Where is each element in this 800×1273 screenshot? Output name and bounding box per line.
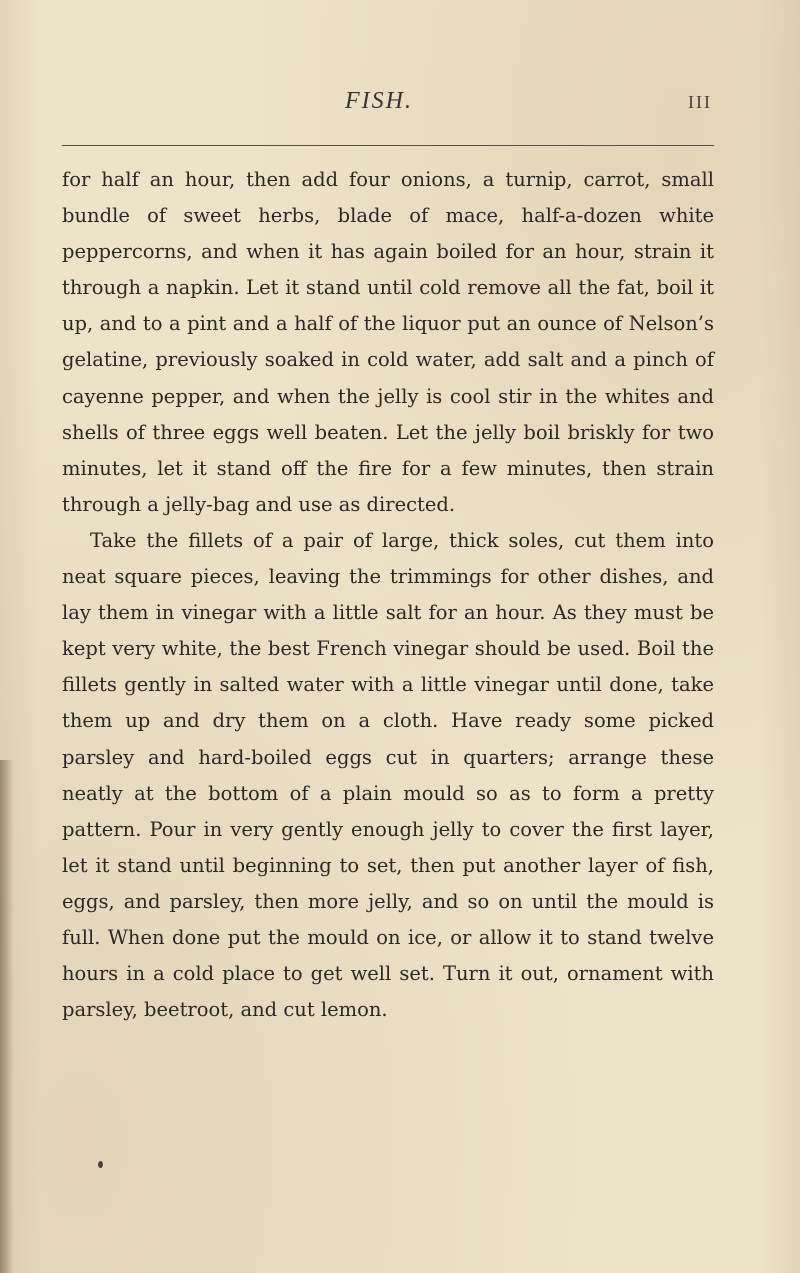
paragraph-stock-jelly: for half an hour, then add four onions, a turnip, carrot, small bundle of sweet herbs, blade of mace, half-a-dozen white peppercorns, and when it has again boiled for an hour, strain it through a napkin. Let it stand until cold remove all the fat, boil it up, and to a pint and a half of the liquor put an ounce of Nelson’s gelatine, previously soaked in cold water, add salt and a pinch of cayenne pepper, and when the jelly is cool stir in the whites and shells of three eggs well beaten. Let the jelly boil briskly for two minutes, let it stand off the fire for a few minutes, then strain through a jelly-bag and use as directed. (62, 168, 714, 516)
ink-speck (98, 1161, 103, 1168)
page-number: III (688, 92, 712, 112)
body-text (62, 162, 714, 1028)
running-title: FISH. (345, 88, 413, 114)
paragraph-sole-mould: Take the fillets of a pair of large, thick soles, cut them into neat square pieces, leaving the trimmings for other dishes, and lay them in vinegar with a little salt for an hour. As they must be kept very white, the best French vinegar should be used. Boil the fillets gently in salted water with a little vinegar until done, take them up and dry them on a cloth. Have ready some picked parsley and hard-boiled eggs cut in quarters; arrange these neatly at the bottom of a plain mould so as to form a pretty pattern. Pour in very gently enough jelly to cover the first layer, let it stand until beginning to set, then put another layer of fish, eggs, and parsley, then more jelly, and so on until the mould is full. When done put the mould on ice, or allow it to stand twelve hours in a cold place to get well set. Turn it out, ornament with parsley, beetroot, and cut lemon. (62, 528, 714, 1022)
header-rule (62, 145, 714, 146)
binding-shadow (0, 760, 14, 1273)
running-head (0, 82, 800, 122)
